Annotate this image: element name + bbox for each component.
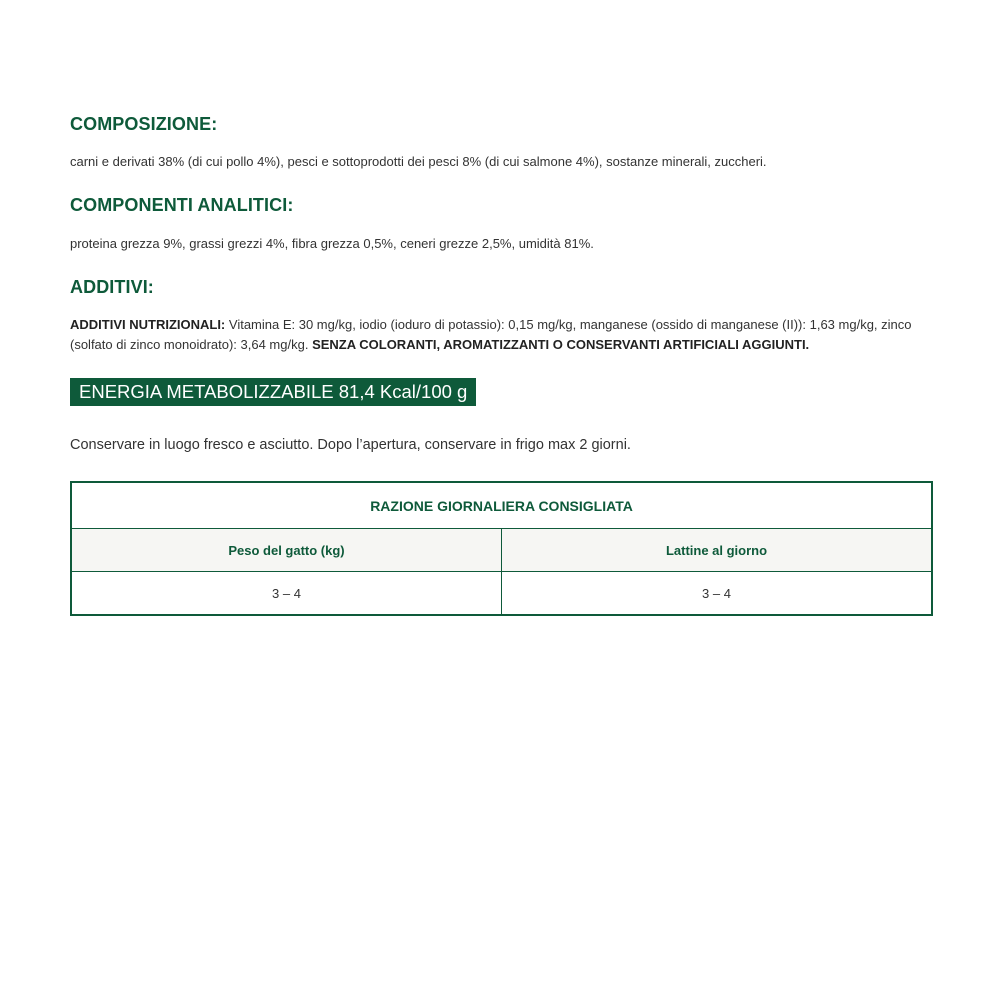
additivi-heading: ADDITIVI:	[70, 277, 154, 297]
column-header-cat-weight: Peso del gatto (kg)	[71, 529, 502, 572]
energy-badge: ENERGIA METABOLIZZABILE 81,4 Kcal/100 g	[70, 378, 476, 406]
componenti-analitici-heading: COMPONENTI ANALITICI:	[70, 195, 294, 215]
additivi-nutrizionali-label: ADDITIVI NUTRIZIONALI:	[70, 317, 226, 332]
composizione-text: carni e derivati 38% (di cui pollo 4%), pesci e sottoprodotti dei pesci 8% (di cui salmone 4%), sostanze minerali, zuccheri.	[70, 154, 767, 169]
table-title: RAZIONE GIORNALIERA CONSIGLIATA	[71, 482, 932, 529]
table-header-row	[71, 529, 932, 572]
daily-ration-table	[70, 481, 933, 616]
componenti-analitici-text: proteina grezza 9%, grassi grezzi 4%, fibra grezza 0,5%, ceneri grezze 2,5%, umidità 81%.	[70, 236, 594, 251]
table-row	[71, 572, 932, 616]
cell-cat-weight: 3 – 4	[71, 572, 502, 616]
cell-cans-per-day: 3 – 4	[502, 572, 933, 616]
column-header-cans-per-day: Lattine al giorno	[502, 529, 933, 572]
storage-note: Conservare in luogo fresco e asciutto. Dopo l’apertura, conservare in frigo max 2 giorni.	[70, 437, 631, 453]
additivi-details: Vitamina E: 30 mg/kg, iodio (ioduro di potassio): 0,15 mg/kg, manganese (ossido di manganese (II)): 1,63 mg/kg, zinco (solfato di zinco monoidrato): 3,64 mg/kg.	[70, 317, 912, 352]
additivi-text	[70, 315, 945, 355]
composizione-heading: COMPOSIZIONE:	[70, 114, 218, 134]
table-title-row	[71, 482, 932, 529]
no-additives-notice: SENZA COLORANTI, AROMATIZZANTI O CONSERVANTI ARTIFICIALI AGGIUNTI.	[312, 337, 810, 352]
